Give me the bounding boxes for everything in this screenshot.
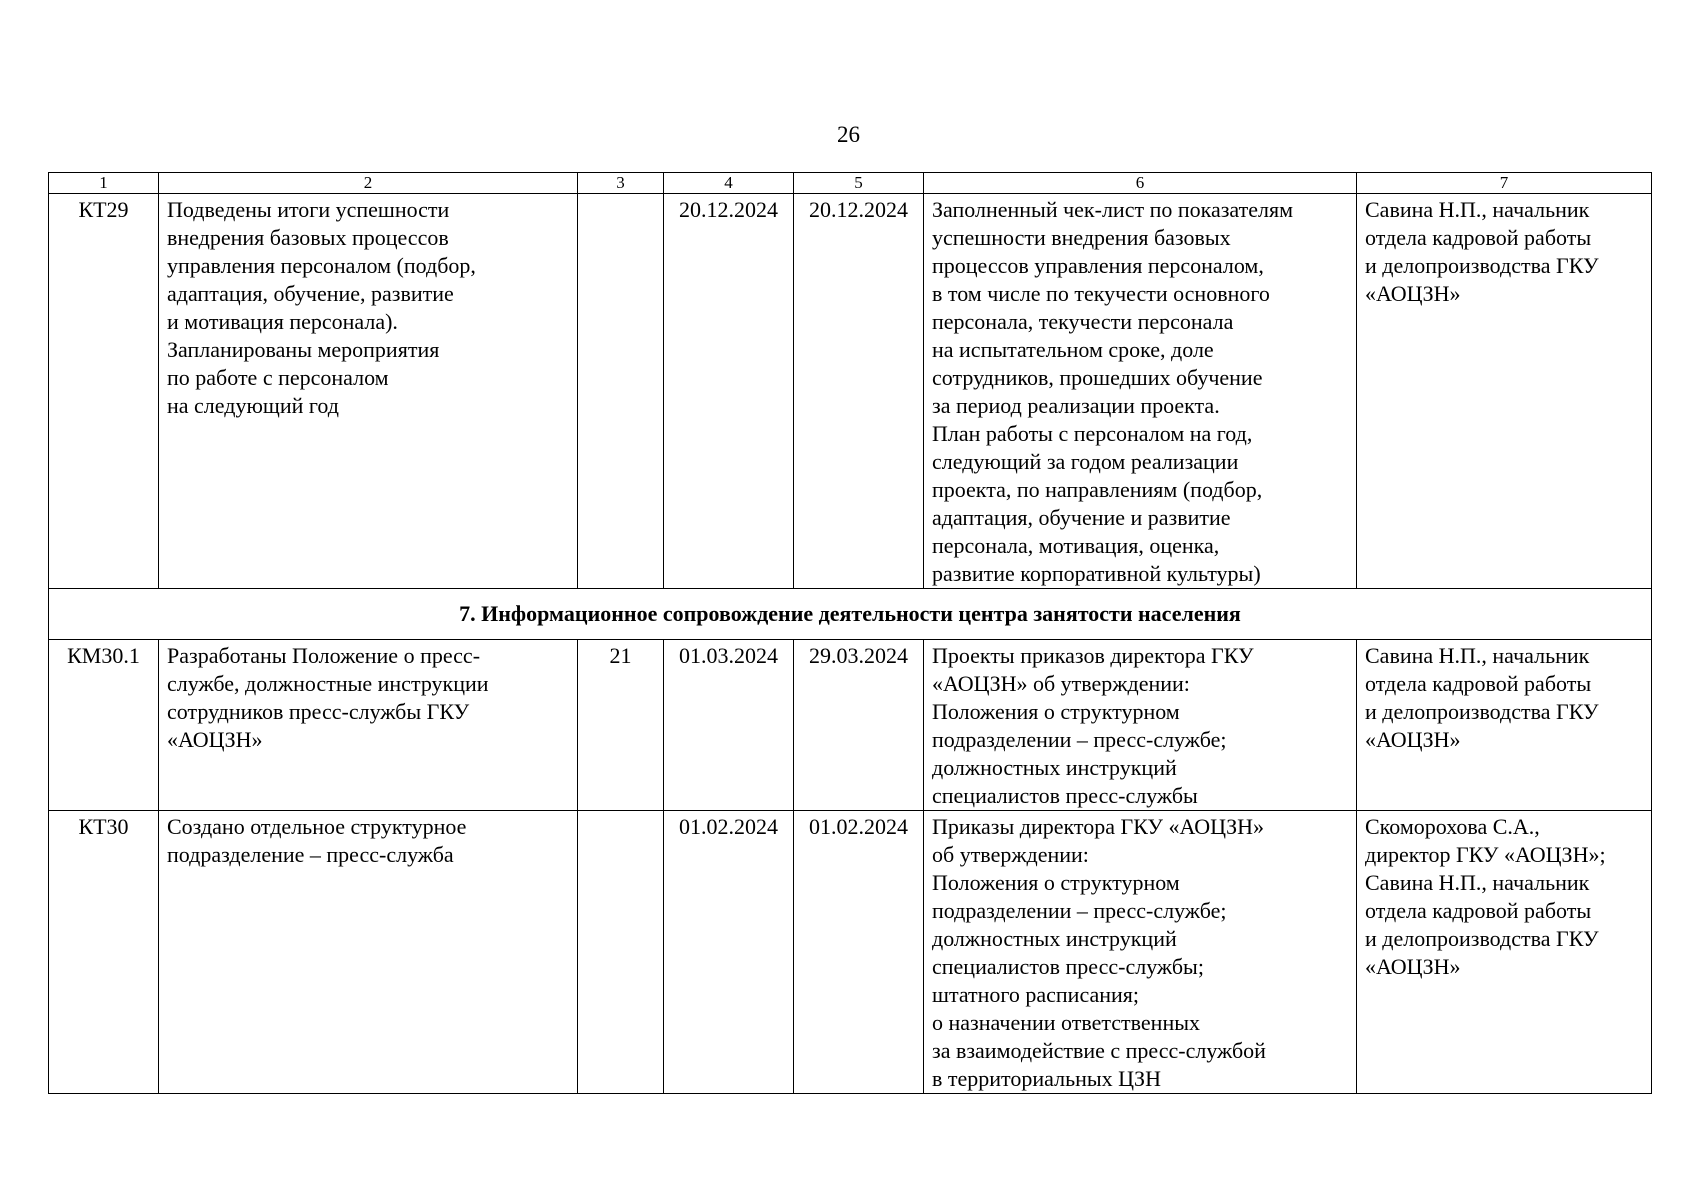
row-result: Проекты приказов директора ГКУ «АОЦЗН» об утверждении: Положения о структурном подразделении – пресс-службе; должностных инструкций специалистов пресс-службы [924,640,1357,811]
column-number: 2 [159,173,578,194]
column-number: 3 [578,173,664,194]
column-number: 1 [49,173,159,194]
column-number: 4 [664,173,794,194]
column-number: 5 [794,173,924,194]
row-result: Заполненный чек-лист по показателям успешности внедрения базовых процессов управления персоналом, в том числе по текучести основного персонала, текучести персонала на испытательном сроке, доле сотрудников, прошедших обучение за период реализации проекта. План работы с персоналом на год, следующий за годом реализации проекта, по направлениям (подбор, адаптация, обучение и развитие персонала, мотивация, оценка, развитие корпоративной культуры) [924,194,1357,589]
page-number: 26 [837,122,860,147]
row-responsible: Скоморохова С.А., директор ГКУ «АОЦЗН»; Савина Н.П., начальник отдела кадровой работы и делопроизводства ГКУ «АОЦЗН» [1357,811,1652,1094]
row-description: Создано отдельное структурное подразделение – пресс-служба [159,811,578,1094]
row-number [578,811,664,1094]
row-id: КТ29 [49,194,159,589]
row-description: Разработаны Положение о пресс- службе, должностные инструкции сотрудников пресс-службы ГКУ «АОЦЗН» [159,640,578,811]
row-number: 21 [578,640,664,811]
plan-table [48,172,1652,1094]
row-end-date: 29.03.2024 [794,640,924,811]
column-number-row [49,173,1652,194]
row-responsible: Савина Н.П., начальник отдела кадровой работы и делопроизводства ГКУ «АОЦЗН» [1357,194,1652,589]
row-start-date: 20.12.2024 [664,194,794,589]
row-start-date: 01.03.2024 [664,640,794,811]
row-number [578,194,664,589]
row-id: КТ30 [49,811,159,1094]
row-id: КМ30.1 [49,640,159,811]
column-number: 6 [924,173,1357,194]
row-end-date: 01.02.2024 [794,811,924,1094]
row-result: Приказы директора ГКУ «АОЦЗН» об утверждении: Положения о структурном подразделении – пресс-службе; должностных инструкций специалистов пресс-службы; штатного расписания; о назначении ответственных за взаимодействие с пресс-службой в территориальных ЦЗН [924,811,1357,1094]
table-row [49,194,1652,589]
row-start-date: 01.02.2024 [664,811,794,1094]
column-number: 7 [1357,173,1652,194]
table-row [49,811,1652,1094]
table-row [49,640,1652,811]
row-description: Подведены итоги успешности внедрения базовых процессов управления персоналом (подбор, адаптация, обучение, развитие и мотивация персонала). Запланированы мероприятия по работе с персоналом на следующий год [159,194,578,589]
row-end-date: 20.12.2024 [794,194,924,589]
section-title: 7. Информационное сопровождение деятельности центра занятости населения [49,589,1652,640]
section-row [49,589,1652,640]
row-responsible: Савина Н.П., начальник отдела кадровой работы и делопроизводства ГКУ «АОЦЗН» [1357,640,1652,811]
